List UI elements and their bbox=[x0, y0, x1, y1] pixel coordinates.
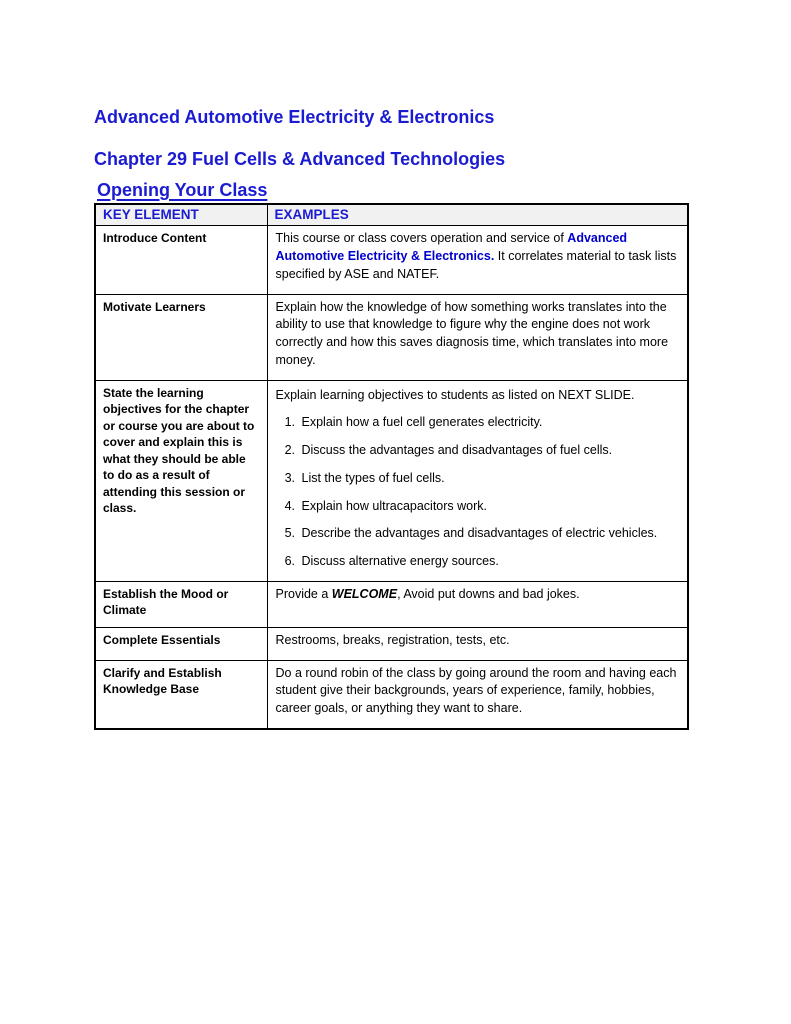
table-row bbox=[95, 627, 688, 660]
key-element-cell: Complete Essentials bbox=[95, 627, 267, 660]
section-title: Opening Your Class bbox=[97, 179, 268, 200]
objective-item: 3. List the types of fuel cells. bbox=[299, 470, 680, 488]
text-segment: It correlates material to task lists specified by ASE and NATEF. bbox=[275, 249, 677, 281]
text-segment: Explain learning objectives to students as listed on NEXT SLIDE. bbox=[275, 387, 635, 402]
examples-cell bbox=[267, 627, 688, 660]
key-element-cell: Introduce Content bbox=[95, 226, 267, 294]
example-paragraph bbox=[276, 665, 680, 718]
key-element-cell: State the learning objectives for the chapter or course you are about to cover and explain this is what they should be able to do as a result of attending this session or class. bbox=[95, 380, 267, 581]
table-row bbox=[95, 294, 688, 380]
table-row bbox=[95, 581, 688, 627]
chapter-title: Chapter 29 Fuel Cells & Advanced Technologies bbox=[94, 148, 506, 169]
examples-header: EXAMPLES bbox=[267, 204, 688, 226]
example-paragraph bbox=[276, 299, 680, 370]
text-segment: WELCOME bbox=[331, 586, 398, 601]
key-element-header: KEY ELEMENT bbox=[95, 204, 267, 226]
example-paragraph bbox=[276, 632, 680, 650]
objective-item: 6. Discuss alternative energy sources. bbox=[299, 553, 680, 571]
example-paragraph bbox=[276, 586, 680, 604]
text-segment: Restrooms, breaks, registration, tests, etc. bbox=[275, 632, 510, 647]
objective-item: 2. Discuss the advantages and disadvantages of fuel cells. bbox=[299, 442, 680, 460]
key-element-cell: Clarify and Establish Knowledge Base bbox=[95, 660, 267, 729]
text-segment: Provide a bbox=[275, 586, 332, 601]
table-row bbox=[95, 660, 688, 729]
examples-cell bbox=[267, 660, 688, 729]
examples-cell bbox=[267, 581, 688, 627]
text-segment: , Avoid put downs and bad jokes. bbox=[397, 586, 580, 601]
objective-item: 4. Explain how ultracapacitors work. bbox=[299, 498, 680, 516]
table-row bbox=[95, 226, 688, 294]
objective-item: 5. Describe the advantages and disadvantages of electric vehicles. bbox=[299, 525, 680, 543]
table-body bbox=[95, 226, 688, 729]
text-segment: Advanced Automotive Electricity & Electronics. bbox=[275, 231, 628, 264]
table-row bbox=[95, 380, 688, 581]
document-title: Advanced Automotive Electricity & Electronics bbox=[94, 107, 495, 127]
lesson-plan-table bbox=[94, 203, 689, 730]
text-segment: Do a round robin of the class by going around the room and having each student give their backgrounds, years of experience, family, hobbies, career goals, or anything they want to share. bbox=[275, 665, 677, 716]
text-segment: This course or class covers operation and service of bbox=[275, 231, 568, 246]
key-element-cell: Establish the Mood or Climate bbox=[95, 581, 267, 627]
objectives-list bbox=[276, 414, 680, 571]
text-segment: Explain how the knowledge of how something works translates into the ability to use that knowledge to figure why the engine does not work correctly and how this saves diagnosis time, which translates into more money. bbox=[275, 299, 669, 367]
example-paragraph bbox=[276, 230, 680, 283]
table-header-row bbox=[95, 204, 688, 226]
objective-item: 1. Explain how a fuel cell generates electricity. bbox=[299, 414, 680, 432]
example-paragraph bbox=[276, 387, 680, 405]
examples-cell bbox=[267, 380, 688, 581]
examples-cell bbox=[267, 294, 688, 380]
examples-cell bbox=[267, 226, 688, 294]
key-element-cell: Motivate Learners bbox=[95, 294, 267, 380]
